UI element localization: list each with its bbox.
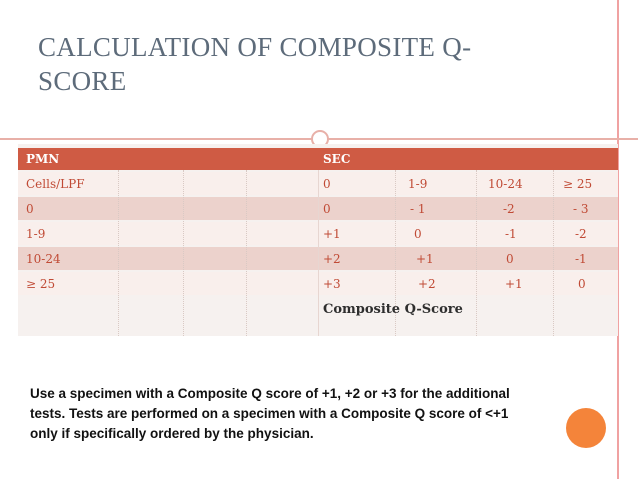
title-line-1: CALCULATION OF COMPOSITE Q- (38, 32, 472, 62)
column-divider (183, 170, 184, 336)
note-line-1: Use a specimen with a Composite Q score of +1, +2 or +3 for the additional (30, 386, 510, 401)
cell: 0 (578, 276, 586, 291)
row-label: 10-24 (26, 251, 61, 266)
cell: 0 (414, 226, 422, 241)
cell: 10-24 (488, 176, 523, 191)
row-label: 0 (26, 201, 34, 216)
composite-q-score-label: Composite Q-Score (323, 302, 463, 317)
column-divider (118, 170, 119, 336)
cell: - 1 (410, 201, 426, 216)
cell: ≥ 25 (563, 176, 593, 191)
header-sec: SEC (323, 152, 351, 166)
cell: -1 (575, 251, 587, 266)
cell: +1 (416, 251, 434, 266)
cell: +2 (418, 276, 436, 291)
column-divider (553, 170, 554, 336)
cell: -1 (505, 226, 517, 241)
note-line-3: only if specifically ordered by the physician. (30, 426, 314, 441)
header-pmn: PMN (26, 152, 60, 166)
cell: 0 (323, 176, 331, 191)
table-header-row (18, 148, 618, 170)
cell: -2 (503, 201, 515, 216)
row-label: ≥ 25 (26, 276, 56, 291)
instruction-note (30, 384, 620, 444)
cell: +2 (323, 251, 341, 266)
cell: +3 (323, 276, 341, 291)
cell: +1 (323, 226, 341, 241)
column-divider (476, 170, 477, 336)
cell: - 3 (573, 201, 589, 216)
cell: 1-9 (408, 176, 428, 191)
note-line-2: tests. Tests are performed on a specimen with a Composite Q score of <+1 (30, 406, 509, 421)
column-divider (246, 170, 247, 336)
row-label: Cells/LPF (26, 176, 85, 191)
row-label: 1-9 (26, 226, 46, 241)
cell: 0 (506, 251, 514, 266)
slide-title (38, 30, 518, 98)
cell: 0 (323, 201, 331, 216)
q-score-table (18, 144, 618, 336)
column-divider (318, 170, 319, 336)
cell: -2 (575, 226, 587, 241)
cell: +1 (505, 276, 523, 291)
title-line-2: SCORE (38, 66, 127, 96)
